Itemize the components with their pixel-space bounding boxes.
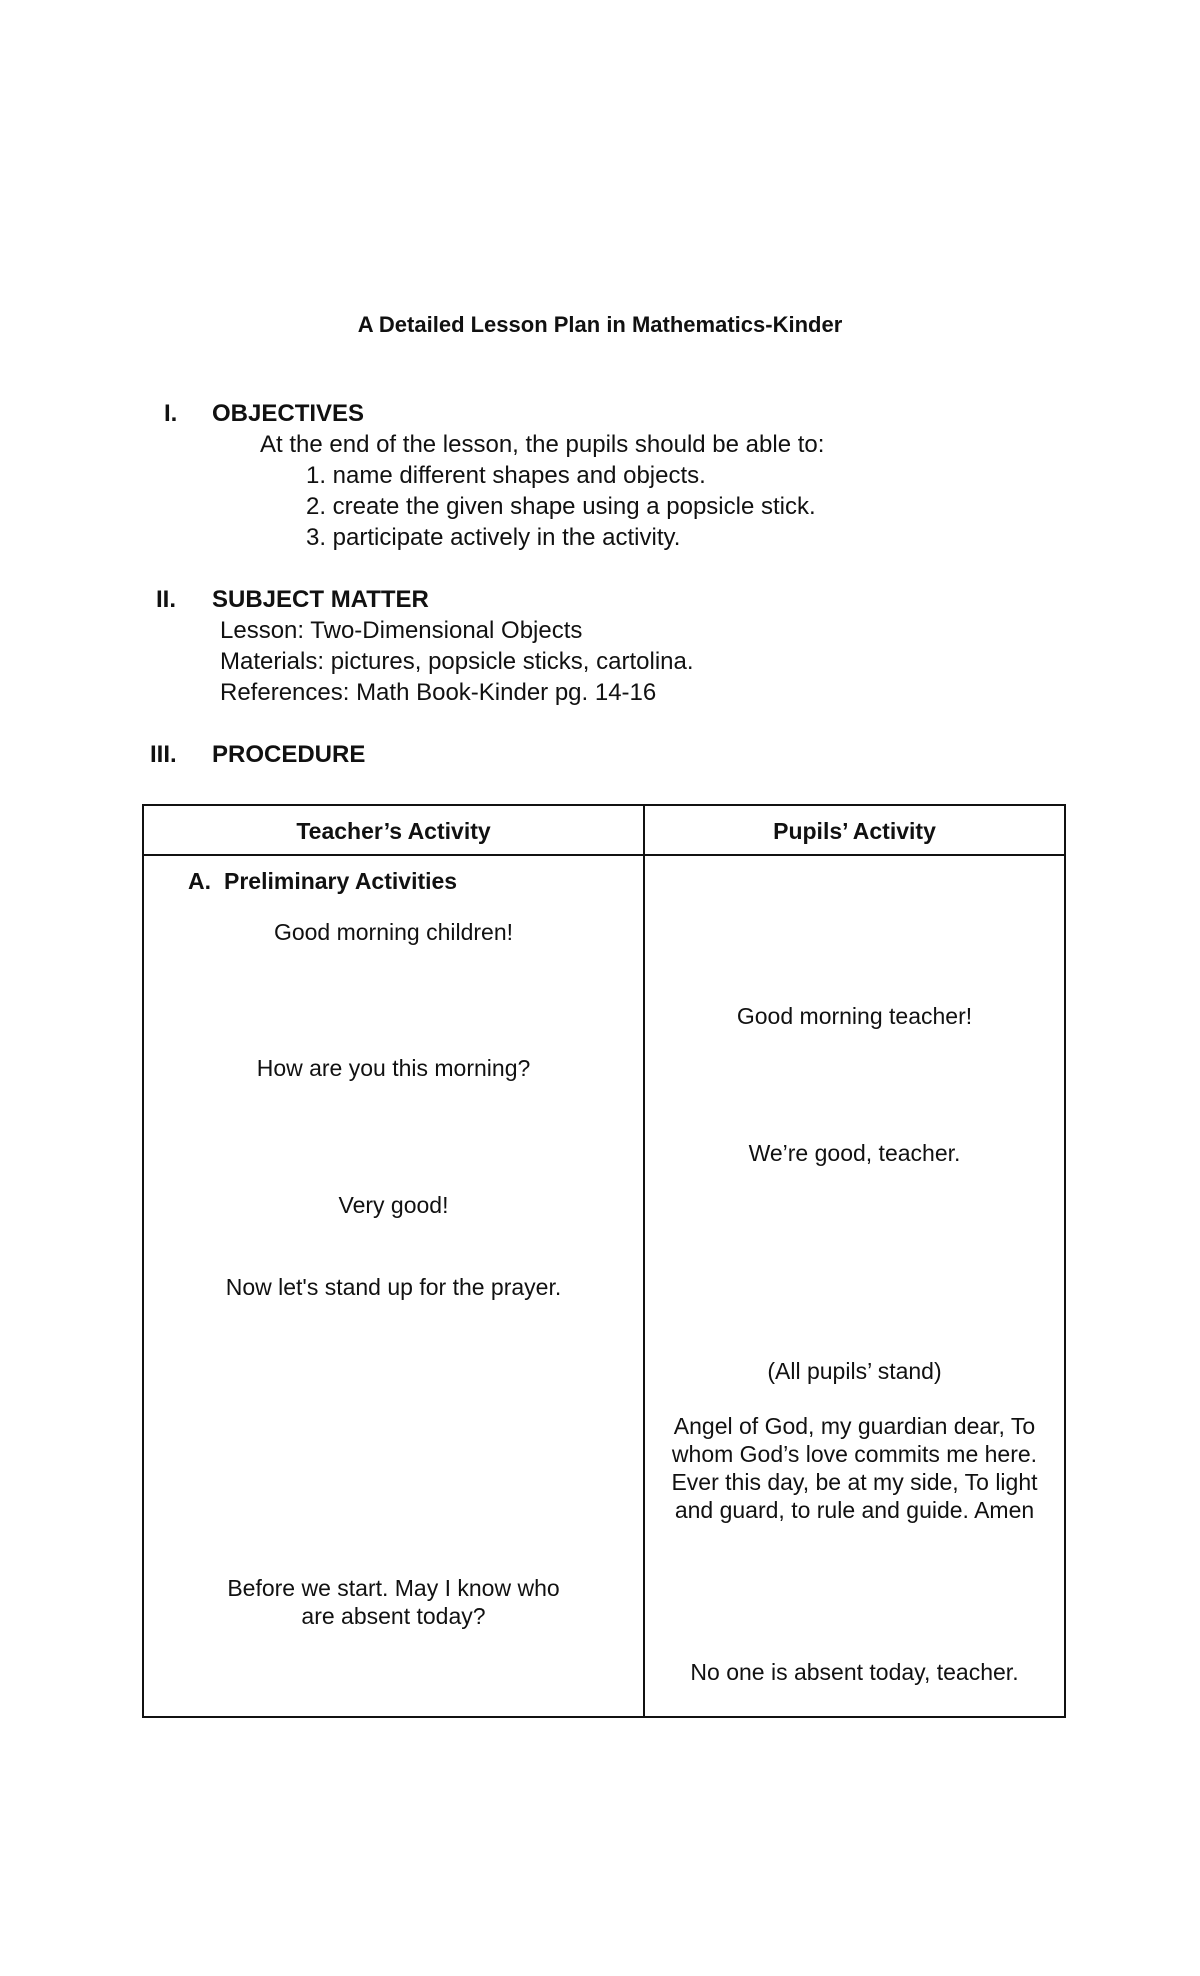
subject-matter-materials: Materials: pictures, popsicle sticks, cartolina. [220,648,694,675]
section-number-procedure: III. [150,741,177,768]
objectives-intro: At the end of the lesson, the pupils should be able to: [260,431,825,458]
teacher-line: Before we start. May I know who [227,1575,560,1601]
pupils-line: (All pupils’ stand) [767,1358,942,1384]
subject-matter-references: References: Math Book-Kinder pg. 14-16 [220,679,657,706]
section-number-objectives: I. [164,400,178,427]
objective-item: 1. name different shapes and objects. [306,462,706,489]
subsection-preliminary-activities [188,868,457,895]
table-column-divider [643,806,645,1716]
section-heading-objectives: OBJECTIVES [212,400,365,427]
teacher-line: Very good! [338,1192,449,1218]
document-title: A Detailed Lesson Plan in Mathematics-Kinder [357,312,843,337]
header-pupils-activity: Pupils’ Activity [773,818,936,844]
header-teachers-activity: Teacher’s Activity [296,818,491,844]
prayer-line: Angel of God, my guardian dear, To [673,1413,1036,1439]
pupils-line: We’re good, teacher. [748,1140,961,1166]
teacher-line: Now let's stand up for the prayer. [225,1274,562,1300]
subsection-letter: A. [188,868,211,894]
objective-item: 3. participate actively in the activity. [306,524,681,551]
prayer-line: Ever this day, be at my side, To light [671,1469,1038,1495]
objective-item: 2. create the given shape using a popsicle stick. [306,493,816,520]
pupils-line: Good morning teacher! [736,1003,973,1029]
teacher-line: Good morning children! [273,919,514,945]
prayer-line: and guard, to rule and guide. Amen [674,1497,1035,1523]
section-heading-procedure: PROCEDURE [212,741,366,768]
table-header-divider [144,854,1064,856]
teacher-line: How are you this morning? [256,1055,531,1081]
section-heading-subject-matter: SUBJECT MATTER [212,586,429,613]
procedure-table [142,804,1066,1718]
pupils-line: No one is absent today, teacher. [690,1659,1019,1685]
prayer-line: whom God’s love commits me here. [671,1441,1038,1467]
teacher-line: are absent today? [301,1603,486,1629]
subject-matter-lesson: Lesson: Two-Dimensional Objects [220,617,583,644]
subsection-title: Preliminary Activities [224,868,458,894]
section-number-subject-matter: II. [156,586,177,613]
